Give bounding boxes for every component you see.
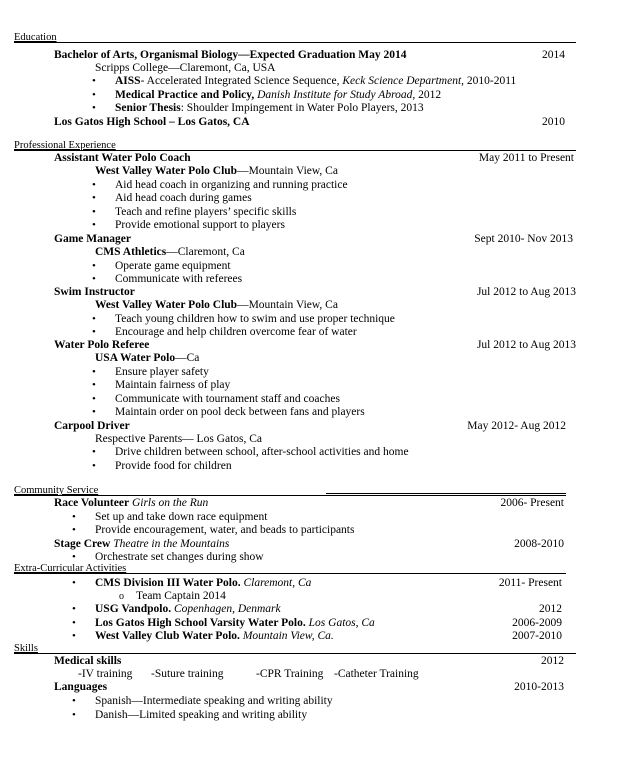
job-org: West Valley Water Polo Club	[95, 165, 238, 177]
job-bullet: • Provide emotional support to players	[115, 219, 285, 232]
community-bullet: • Orchestrate set changes during show	[95, 551, 264, 564]
section-rule	[14, 495, 566, 496]
med-label: Medical Practice and Policy,	[115, 89, 255, 101]
activity-location: Copenhagen, Denmark	[173, 603, 281, 615]
job-title: Water Polo Referee	[54, 339, 150, 351]
activity-location: Mountain View, Ca.	[242, 630, 334, 642]
job-org: CMS Athletics	[95, 246, 167, 258]
activity-location: Los Gatos, Ca	[308, 617, 375, 629]
activity-dates: 2007-2010	[512, 630, 562, 642]
job-org: West Valley Water Polo Club	[95, 299, 238, 311]
highschool: Los Gatos High School – Los Gatos, CA	[54, 116, 250, 128]
section-rule	[14, 42, 576, 43]
aiss-item	[115, 75, 516, 88]
community-bullet: • Provide encouragement, water, and beads to participants	[95, 524, 354, 537]
section-rule	[14, 653, 576, 654]
job-title: Game Manager	[54, 233, 131, 245]
job-bullet: • Encourage and help children overcome fear of water	[115, 326, 357, 339]
language-item: • Spanish—Intermediate speaking and writing ability	[95, 695, 333, 708]
section-rule	[14, 573, 566, 574]
medical-skill-item: -IV training	[78, 668, 133, 680]
aiss-dept: Keck Science Department	[342, 75, 462, 87]
job-org-line: Respective Parents— Los Gatos, Ca	[95, 433, 263, 445]
activity-dates: 2006-2009	[512, 617, 562, 629]
school: Scripps College—Claremont, Ca, USA	[95, 62, 276, 74]
job-location: —Ca	[175, 352, 200, 364]
job-location: —Mountain View, Ca	[237, 165, 338, 177]
highschool-year: 2010	[542, 116, 565, 128]
job-dates: Jul 2012 to Aug 2013	[476, 286, 576, 298]
activity-location: Claremont, Ca	[243, 577, 312, 589]
job-dates: Sept 2010- Nov 2013	[474, 233, 573, 245]
section-heading-extracurricular: Extra-Curricular Activities	[14, 563, 127, 574]
section-rule	[326, 493, 566, 494]
community-dates: 2008-2010	[514, 538, 564, 550]
medical-skill-item: -CPR Training	[256, 668, 324, 680]
job-location: —Mountain View, Ca	[237, 299, 338, 311]
medical-skill-item: -Catheter Training	[334, 668, 419, 680]
job-org: USA Water Polo	[95, 352, 176, 364]
thesis-item	[115, 102, 424, 115]
activity-line	[95, 630, 334, 643]
job-org-line	[95, 246, 245, 259]
section-rule	[14, 150, 576, 151]
aiss-label: AISS	[115, 75, 141, 87]
medical-skills-title: Medical skills	[54, 655, 122, 667]
activity-line	[95, 617, 375, 630]
job-title: Carpool Driver	[54, 420, 130, 432]
job-bullet: • Maintain fairness of play	[115, 379, 230, 392]
aiss-years: , 2010-2011	[461, 75, 517, 87]
job-org-line	[95, 352, 199, 365]
section-heading-education: Education	[14, 32, 57, 43]
job-bullet: • Ensure player safety	[115, 366, 209, 379]
job-bullet: • Aid head coach during games	[115, 192, 252, 205]
job-bullet: • Drive children between school, after-school activities and home	[115, 446, 409, 459]
community-title: Race Volunteer	[54, 497, 130, 509]
med-item	[115, 89, 441, 102]
job-bullet: • Aid head coach in organizing and running practice	[115, 179, 348, 192]
job-bullet: • Teach and refine players’ specific skills	[115, 206, 296, 219]
community-bullet: • Set up and take down race equipment	[95, 511, 267, 524]
job-dates: May 2011 to Present	[478, 152, 574, 164]
activity-title: USG Vandpolo.	[95, 603, 172, 615]
job-org-line	[95, 299, 338, 312]
section-heading-community: Community Service	[14, 485, 99, 496]
med-institute: Danish Institute for Study Abroad	[257, 89, 413, 101]
thesis-label: Senior Thesis	[115, 102, 181, 114]
job-org-line	[95, 165, 338, 178]
degree: Bachelor of Arts, Organismal Biology—Expected Graduation May 2014	[54, 49, 407, 61]
community-title: Stage Crew	[54, 538, 111, 550]
degree-year: 2014	[542, 49, 565, 61]
thesis-text: : Shoulder Impingement in Water Polo Players, 2013	[180, 102, 424, 114]
job-title: Swim Instructor	[54, 286, 135, 298]
job-dates: May 2012- Aug 2012	[467, 420, 566, 432]
community-org: Girls on the Run	[131, 497, 209, 509]
job-bullet: • Communicate with referees	[115, 273, 242, 286]
job-bullet: • Communicate with tournament staff and coaches	[115, 393, 340, 406]
job-bullet: • Provide food for children	[115, 460, 232, 473]
job-location: —Claremont, Ca	[166, 246, 245, 258]
activity-line	[95, 603, 281, 616]
language-item: • Danish—Limited speaking and writing ability	[95, 709, 307, 722]
languages-years: 2010-2013	[514, 681, 564, 693]
activity-line	[95, 577, 311, 590]
activity-title: CMS Division III Water Polo.	[95, 577, 241, 589]
community-title-line	[54, 538, 229, 551]
job-bullet: • Teach young children how to swim and use proper technique	[115, 313, 395, 326]
languages-title: Languages	[54, 681, 108, 693]
activity-dates: 2012	[539, 603, 562, 615]
section-heading-skills: Skills	[14, 643, 38, 654]
job-bullet: • Maintain order on pool deck between fans and players	[115, 406, 365, 419]
job-dates: Jul 2012 to Aug 2013	[476, 339, 576, 351]
medical-skills-year: 2012	[541, 655, 564, 667]
medical-skill-item: -Suture training	[151, 668, 224, 680]
activity-title: Los Gatos High School Varsity Water Polo.	[95, 617, 306, 629]
job-title: Assistant Water Polo Coach	[54, 152, 191, 164]
activity-dates: 2011- Present	[498, 577, 562, 589]
community-dates: 2006- Present	[500, 497, 564, 509]
med-year: , 2012	[412, 89, 442, 101]
activity-sub-item: o Team Captain 2014	[136, 590, 226, 603]
community-title-line	[54, 497, 208, 510]
activity-title: West Valley Club Water Polo.	[95, 630, 240, 642]
section-heading-experience: Professional Experience	[14, 140, 116, 151]
community-org: Theatre in the Mountains	[113, 538, 230, 550]
aiss-text: - Accelerated Integrated Science Sequence,	[140, 75, 343, 87]
job-bullet: • Operate game equipment	[115, 260, 231, 273]
